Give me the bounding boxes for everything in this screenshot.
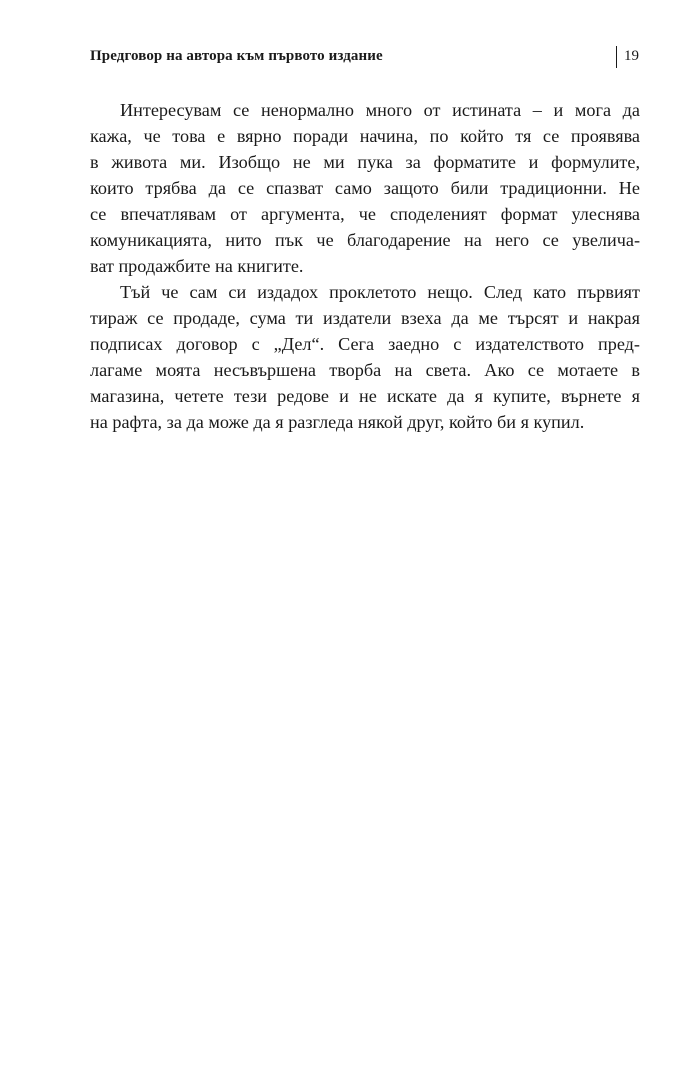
text-line: тираж се продаде, сума ти издатели взеха да ме търсят и накрая xyxy=(90,308,640,328)
text-line: Интересувам се ненормално много от истината – и мога да xyxy=(120,100,640,120)
page-number: 19 xyxy=(624,48,639,64)
text-line: ват продажбите на книгите. xyxy=(90,256,304,276)
text-line: се впечатлявам от аргумента, че споделеният формат улеснява xyxy=(90,204,640,224)
paragraph-2 xyxy=(90,279,640,435)
header-divider xyxy=(616,46,617,68)
text-line: които трябва да се спазват само защото били традиционни. Не xyxy=(90,178,640,198)
running-header xyxy=(90,46,640,70)
body-text xyxy=(90,97,640,435)
text-line: комуникацията, нито пък че благодарение на него се увелича- xyxy=(90,230,640,250)
text-line: кажа, че това е вярно поради начина, по който тя се проявява xyxy=(90,126,640,146)
text-line: на рафта, за да може да я разгледа някой друг, който би я купил. xyxy=(90,412,585,432)
text-line: магазина, четете тези редове и не искате да я купите, върнете я xyxy=(90,386,640,406)
text-line: Тъй че сам си издадох проклетото нещо. След като първият xyxy=(120,282,640,302)
paragraph-1 xyxy=(90,97,640,279)
text-line: лагаме моята несъвършена творба на света. Ако се мотаете в xyxy=(90,360,640,380)
text-line: подписах договор с „Дел“. Сега заедно с издателството пред- xyxy=(90,334,640,354)
running-title: Предговор на автора към първото издание xyxy=(90,48,383,64)
text-line: в живота ми. Изобщо не ми пука за форматите и формулите, xyxy=(90,152,640,172)
